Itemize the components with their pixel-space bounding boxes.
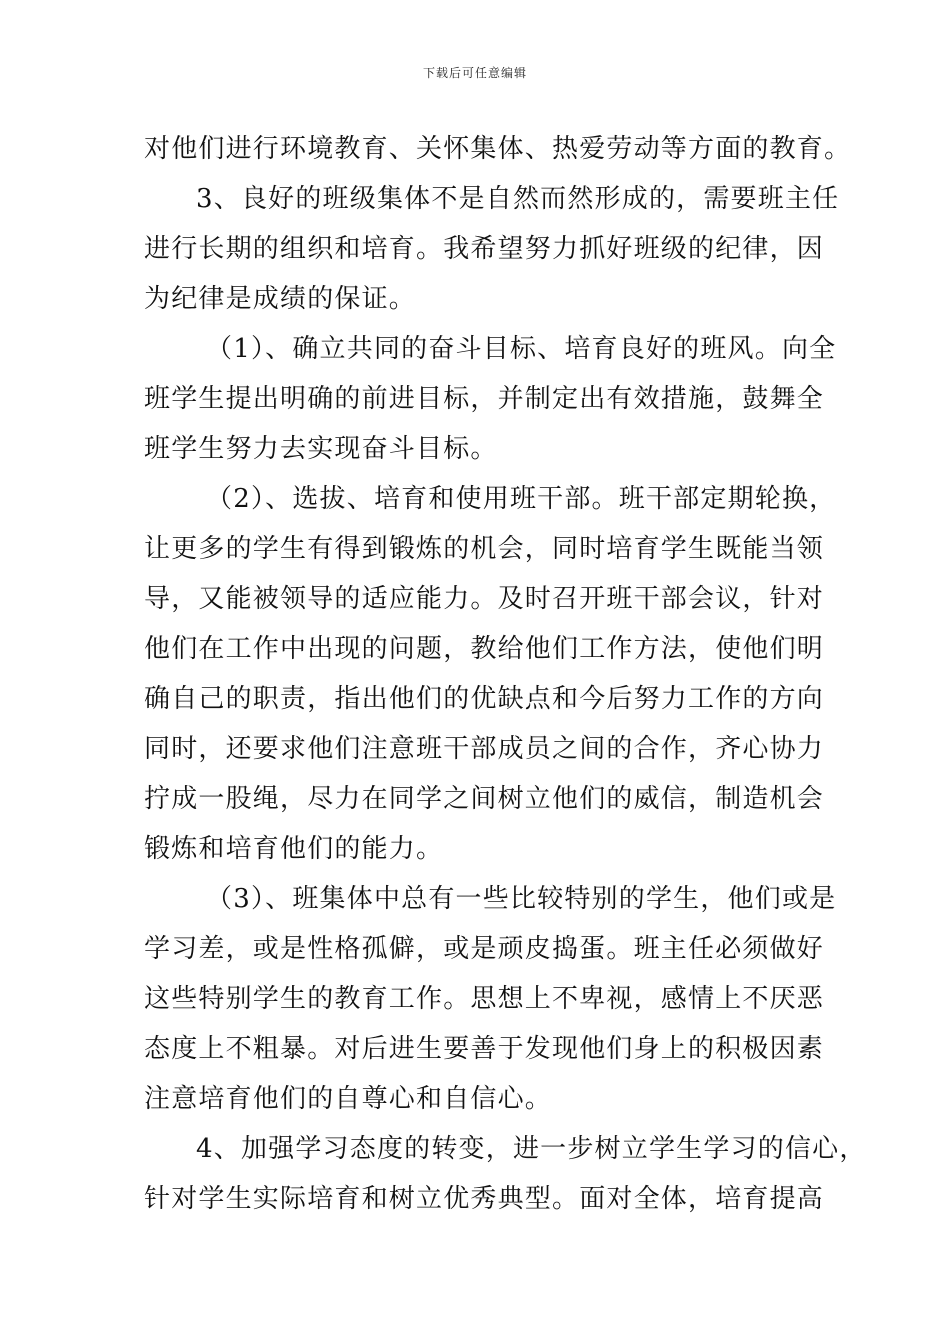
text-line: 3、良好的班级集体不是自然而然形成的，需要班主任 bbox=[196, 184, 840, 214]
text-line: （1）、确立共同的奋斗目标、培育良好的班风。向全 bbox=[206, 334, 837, 364]
text-line: 班学生提出明确的前进目标，并制定出有效措施，鼓舞全 bbox=[144, 384, 825, 414]
text-line: 针对学生实际培育和树立优秀典型。面对全体，培育提高 bbox=[144, 1184, 825, 1214]
text-line: 态度上不粗暴。对后进生要善于发现他们身上的积极因素 bbox=[144, 1034, 825, 1064]
text-line: 4、加强学习态度的转变，进一步树立学生学习的信心， bbox=[196, 1134, 867, 1164]
text-line: 拧成一股绳，尽力在同学之间树立他们的威信，制造机会 bbox=[144, 784, 825, 814]
text-line: 为纪律是成绩的保证。 bbox=[144, 284, 417, 314]
text-line: 让更多的学生有得到锻炼的机会，同时培育学生既能当领 bbox=[144, 534, 825, 564]
text-line: 这些特别学生的教育工作。思想上不卑视，感情上不厌恶 bbox=[144, 984, 825, 1014]
document-body bbox=[144, 124, 867, 1224]
text-line: 学习差，或是性格孤僻，或是顽皮捣蛋。班主任必须做好 bbox=[144, 934, 825, 964]
text-line: 进行长期的组织和培育。我希望努力抓好班级的纪律，因 bbox=[144, 234, 825, 264]
text-line: 同时，还要求他们注意班干部成员之间的合作，齐心协力 bbox=[144, 734, 825, 764]
text-line: 对他们进行环境教育、关怀集体、热爱劳动等方面的教育。 bbox=[144, 134, 852, 164]
text-line: 他们在工作中出现的问题，教给他们工作方法，使他们明 bbox=[144, 634, 825, 664]
page-header: 下载后可任意编辑 bbox=[422, 66, 527, 80]
text-line: （3）、班集体中总有一些比较特别的学生，他们或是 bbox=[206, 884, 837, 914]
text-line: 班学生努力去实现奋斗目标。 bbox=[144, 434, 498, 464]
text-line: 注意培育他们的自尊心和自信心。 bbox=[144, 1084, 553, 1114]
text-line: （2）、选拔、培育和使用班干部。班干部定期轮换， bbox=[206, 484, 837, 514]
text-line: 锻炼和培育他们的能力。 bbox=[144, 834, 444, 864]
text-line: 导，又能被领导的适应能力。及时召开班干部会议，针对 bbox=[144, 584, 825, 614]
text-line: 确自己的职责，指出他们的优缺点和今后努力工作的方向 bbox=[144, 684, 825, 714]
